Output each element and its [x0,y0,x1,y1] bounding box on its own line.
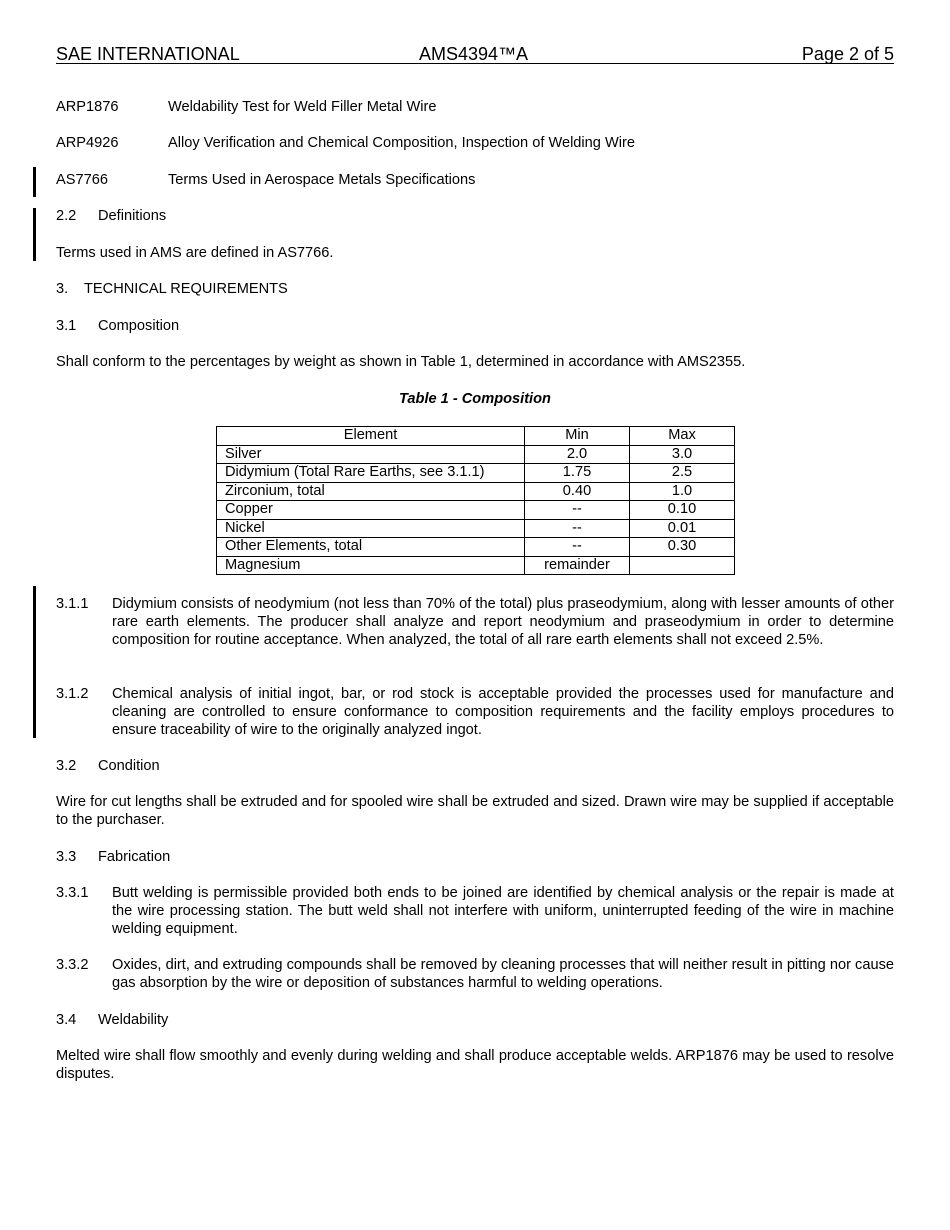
section-number: 3.3 [56,849,77,865]
reference-title: Weldability Test for Weld Filler Metal Wire [168,99,437,115]
reference-title: Alloy Verification and Chemical Composition, Inspection of Welding Wire [168,135,635,151]
max-cell [630,556,735,575]
chemical-analysis-text: Chemical analysis of initial ingot, bar, or rod stock is acceptable provided the processes used for manufacture and cleaning are controlled to ensure conformance to composition requirements and the facility employs procedures to ensure traceability of wire to the originally analyzed ingot. [112,686,894,738]
section-number: 2.2 [56,208,77,224]
composition-table [216,426,735,575]
header-rule [56,63,894,64]
section-title-condition: Condition [98,758,160,774]
section-number: 3.2 [56,758,77,774]
reference-code: AS7766 [56,172,108,188]
reference-code: ARP1876 [56,99,119,115]
table-caption: Table 1 - Composition [399,391,551,407]
change-bar [33,167,36,197]
table-header-row [217,427,735,446]
didymium-text: Didymium consists of neodymium (not less than 70% of the total) plus praseodymium, along with lesser amounts of other rare earth elements. The producer shall analyze and report neodymium and praseodymium in order to determine composition for routine acceptance. When analyzed, the total of all rare earth elements shall not exceed 2.5%. [112,596,894,648]
header-doc-number: AMS4394™A [419,44,529,64]
element-cell: Silver [217,445,525,464]
column-header-min: Min [525,427,630,446]
table-row [217,482,735,501]
section-title-fabrication: Fabrication [98,849,171,865]
min-cell: 2.0 [525,445,630,464]
section-number: 3.3.2 [56,957,89,973]
section-title-definitions: Definitions [98,208,167,224]
element-cell: Copper [217,501,525,520]
section-number: 3.3.1 [56,885,89,901]
change-bar [33,208,36,261]
weldability-text: Melted wire shall flow smoothly and evenly during welding and shall produce acceptable welds. ARP1876 may be used to resolve disputes. [56,1048,894,1082]
table-row [217,445,735,464]
min-cell: -- [525,519,630,538]
section-number: 3.1.1 [56,596,89,612]
element-cell: Didymium (Total Rare Earths, see 3.1.1) [217,464,525,483]
table-row [217,538,735,557]
condition-text: Wire for cut lengths shall be extruded and for spooled wire shall be extruded and sized. Drawn wire may be supplied if acceptable to the purchaser. [56,794,894,828]
table-row [217,501,735,520]
section-number: 3.1.2 [56,686,89,702]
butt-welding-text: Butt welding is permissible provided both ends to be joined are identified by chemical analysis or the repair is made at the wire processing station. The butt weld shall not interfere with uniform, uninterrupted feeding of the wire in machine welding equipment. [112,885,894,937]
cleaning-text: Oxides, dirt, and extruding compounds shall be removed by cleaning processes that will neither result in pitting nor cause gas absorption by the wire or deposition of substances harmful to welding operations. [112,957,894,991]
column-header-element: Element [217,427,525,446]
max-cell: 3.0 [630,445,735,464]
max-cell: 1.0 [630,482,735,501]
section-title-composition: Composition [98,318,180,334]
header-org: SAE INTERNATIONAL [56,44,240,64]
definitions-text: Terms used in AMS are defined in AS7766. [56,245,334,261]
section-number: 3.4 [56,1012,77,1028]
section-title-weldability: Weldability [98,1012,169,1028]
reference-code: ARP4926 [56,135,119,151]
composition-text: Shall conform to the percentages by weight as shown in Table 1, determined in accordance with AMS2355. [56,354,746,370]
element-cell: Other Elements, total [217,538,525,557]
element-cell: Magnesium [217,556,525,575]
section-number: 3.1 [56,318,77,334]
element-cell: Nickel [217,519,525,538]
max-cell: 0.01 [630,519,735,538]
table-row [217,464,735,483]
section-title-technical-requirements: TECHNICAL REQUIREMENTS [84,281,288,297]
min-cell: 1.75 [525,464,630,483]
min-cell: -- [525,538,630,557]
reference-title: Terms Used in Aerospace Metals Specifications [168,172,476,188]
column-header-max: Max [630,427,735,446]
min-cell: 0.40 [525,482,630,501]
table-row [217,519,735,538]
element-cell: Zirconium, total [217,482,525,501]
min-cell: remainder [525,556,630,575]
section-number: 3. [56,281,69,297]
change-bar [33,586,36,738]
max-cell: 0.10 [630,501,735,520]
max-cell: 0.30 [630,538,735,557]
table-row [217,556,735,575]
max-cell: 2.5 [630,464,735,483]
min-cell: -- [525,501,630,520]
header-page-number: Page 2 of 5 [801,44,894,64]
